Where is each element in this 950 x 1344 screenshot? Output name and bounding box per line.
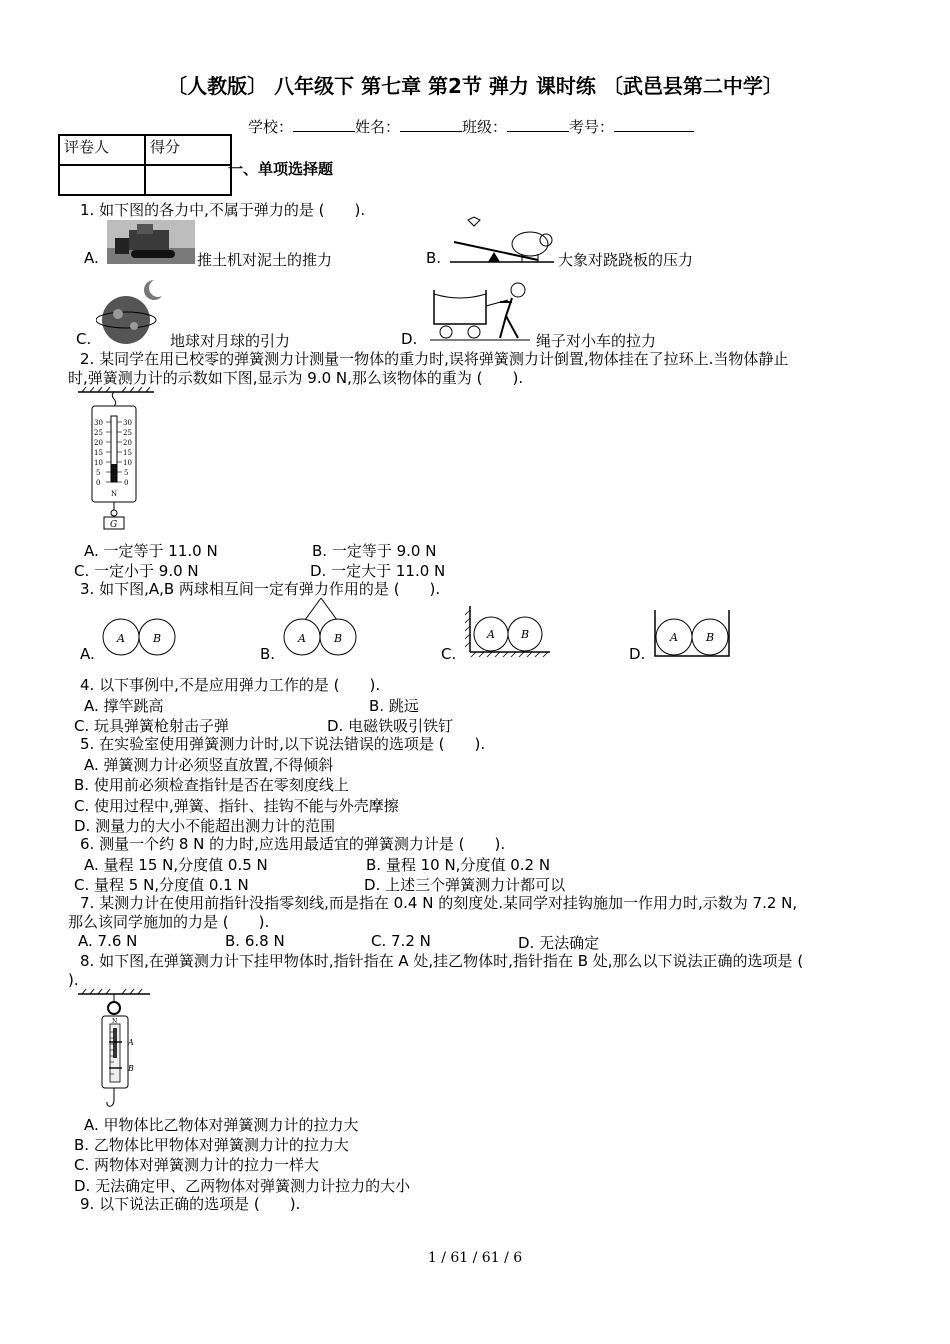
scale-unit: N [112, 1018, 118, 1025]
q8-stem-line2: ). [68, 971, 79, 989]
q1-option-b-label: B. [426, 249, 442, 267]
weight-label: G [110, 520, 118, 530]
score-cell [145, 165, 231, 195]
scale-tick-left-20: 20 [94, 439, 103, 447]
q5-option-d: D. 测量力的大小不能超出测力计的范围 [74, 817, 336, 835]
q2-stem-line2: 时,弹簧测力计的示数如下图,显示为 9.0 N,那么该物体的重为 ( ). [68, 369, 524, 387]
ball-a-label: A [298, 632, 306, 645]
q8-option-d: D. 无法确定甲、乙两物体对弹簧测力计拉力的大小 [74, 1177, 411, 1195]
scale-tick-right-20: 20 [123, 439, 132, 447]
scale-tick-right-0: 0 [124, 479, 129, 487]
q7-option-b: B. 6.8 N [225, 932, 285, 950]
q4-option-b: B. 跳远 [369, 697, 419, 715]
q2-stem-line1: 2. 某同学在用已校零的弹簧测力计测量一物体的重力时,误将弹簧测力计倒置,物体挂在了拉环上.当物体静止 [80, 350, 789, 368]
number-blank [614, 117, 694, 132]
q5-stem: 5. 在实验室使用弹簧测力计时,以下说法错误的选项是 ( ). [80, 735, 486, 753]
earth-moon-image [96, 276, 168, 348]
scale-tick-right-15: 15 [123, 449, 132, 457]
q3-option-b: B. [260, 645, 276, 663]
q9-stem: 9. 以下说法正确的选项是 ( ). [80, 1195, 301, 1213]
q3-option-a: A. [80, 645, 95, 663]
scale-tick-left-30: 30 [94, 419, 103, 427]
school-label: 学校： [248, 118, 294, 136]
scale-unit: N [111, 490, 118, 498]
q2-option-a: A. 一定等于 11.0 N [84, 542, 218, 560]
q1-option-a-label: A. [84, 249, 99, 267]
student-info-line [248, 116, 694, 137]
q3-option-c: C. [441, 645, 457, 663]
school-blank [293, 117, 355, 132]
q1-option-b-text: 大象对跷跷板的压力 [558, 251, 694, 269]
ball-b-label: B [706, 631, 715, 644]
section-heading: 一、单项选择题 [228, 160, 334, 178]
scale-tick-left-10: 10 [94, 459, 103, 467]
q8-stem-line1: 8. 如下图,在弹簧测力计下挂甲物体时,指针指在 A 处,挂乙物体时,指针指在 B 处,那么以下说法正确的选项是 ( [80, 952, 804, 970]
boy-pulling-cart-image [430, 280, 530, 346]
q3-option-d: D. [629, 645, 646, 663]
scale-tick-right-10: 10 [123, 459, 132, 467]
scale-tick-left-15: 15 [94, 449, 103, 457]
q1-option-d-text: 绳子对小车的拉力 [536, 332, 657, 350]
q6-option-a: A. 量程 15 N,分度值 0.5 N [84, 856, 268, 874]
q1-stem: 1. 如下图的各力中,不属于弹力的是 ( ). [80, 201, 366, 219]
q1-option-d-label: D. [401, 330, 418, 348]
q2-option-b: B. 一定等于 9.0 N [312, 542, 437, 560]
mark-a-label: A [128, 1038, 134, 1047]
q3-figure-c [462, 606, 552, 660]
q4-option-a: A. 撑竿跳高 [84, 697, 164, 715]
scale-tick-right-25: 25 [123, 429, 132, 437]
class-label: 班级： [462, 118, 508, 136]
q3-figure-b [283, 596, 359, 658]
q4-stem: 4. 以下事例中,不是应用弹力工作的是 ( ). [80, 676, 381, 694]
scale-tick-right-30: 30 [123, 419, 132, 427]
page-number: 1 / 61 / 61 / 6 [427, 1250, 523, 1266]
q7-option-c: C. 7.2 N [371, 932, 431, 950]
q5-option-c: C. 使用过程中,弹簧、指针、挂钩不能与外壳摩擦 [74, 797, 399, 815]
q7-stem-line1: 7. 某测力计在使用前指针没指零刻线,而是指在 0.4 N 的刻度处.某同学对挂钩施加一作用力时,示数为 7.2 N, [80, 894, 798, 912]
q6-option-d: D. 上述三个弹簧测力计都可以 [364, 876, 566, 894]
name-label: 姓名： [355, 118, 401, 136]
q6-stem: 6. 测量一个约 8 N 的力时,应选用最适宜的弹簧测力计是 ( ). [80, 835, 506, 853]
ball-b-label: B [334, 632, 343, 645]
q3-figure-a [102, 618, 178, 658]
q8-option-b: B. 乙物体比甲物体对弹簧测力计的拉力大 [74, 1136, 349, 1154]
q8-option-c: C. 两物体对弹簧测力计的拉力一样大 [74, 1156, 320, 1174]
q7-option-d: D. 无法确定 [518, 934, 600, 952]
inverted-spring-scale-figure [76, 386, 156, 536]
class-blank [507, 117, 569, 132]
ball-a-label: A [670, 631, 678, 644]
q8-option-a: A. 甲物体比乙物体对弹簧测力计的拉力大 [84, 1116, 359, 1134]
number-label: 考号： [569, 118, 615, 136]
scale-tick-left-25: 25 [94, 429, 103, 437]
grader-cell [59, 165, 145, 195]
score-table [58, 134, 232, 196]
scale-tick-left-0: 0 [96, 479, 101, 487]
ball-b-label: B [521, 628, 530, 641]
scale-tick-right-5: 5 [124, 469, 129, 477]
q6-option-b: B. 量程 10 N,分度值 0.2 N [366, 856, 551, 874]
q2-option-c: C. 一定小于 9.0 N [74, 562, 199, 580]
grader-header: 评卷人 [59, 135, 145, 165]
q5-option-a: A. 弹簧测力计必须竖直放置,不得倾斜 [84, 756, 334, 774]
q2-option-d: D. 一定大于 11.0 N [310, 562, 446, 580]
mark-b-label: B [128, 1064, 134, 1073]
ball-a-label: A [117, 632, 125, 645]
q7-stem-line2: 那么该同学施加的力是 ( ). [68, 913, 270, 931]
q1-option-a-text: 推土机对泥土的推力 [197, 251, 333, 269]
q4-option-c: C. 玩具弹簧枪射击子弹 [74, 717, 230, 735]
score-header: 得分 [145, 135, 231, 165]
q6-option-c: C. 量程 5 N,分度值 0.1 N [74, 876, 249, 894]
name-blank [400, 117, 462, 132]
q1-option-c-label: C. [76, 330, 92, 348]
scale-tick-left-5: 5 [96, 469, 101, 477]
q3-stem: 3. 如下图,A,B 两球相互间一定有弹力作用的是 ( ). [80, 580, 441, 598]
page-title: 〔人教版〕 八年级下 第七章 第2节 弹力 课时练 〔武邑县第二中学〕 [167, 74, 783, 98]
q4-option-d: D. 电磁铁吸引铁钉 [327, 717, 454, 735]
bulldozer-image [107, 220, 195, 264]
ball-a-label: A [487, 628, 495, 641]
hanging-spring-scale-figure [76, 988, 152, 1112]
ball-b-label: B [153, 632, 162, 645]
elephant-seesaw-image [448, 212, 556, 266]
q1-option-c-text: 地球对月球的引力 [170, 332, 291, 350]
q3-figure-d [652, 610, 732, 660]
q7-option-a: A. 7.6 N [78, 932, 138, 950]
q5-option-b: B. 使用前必须检查指针是否在零刻度线上 [74, 776, 349, 794]
